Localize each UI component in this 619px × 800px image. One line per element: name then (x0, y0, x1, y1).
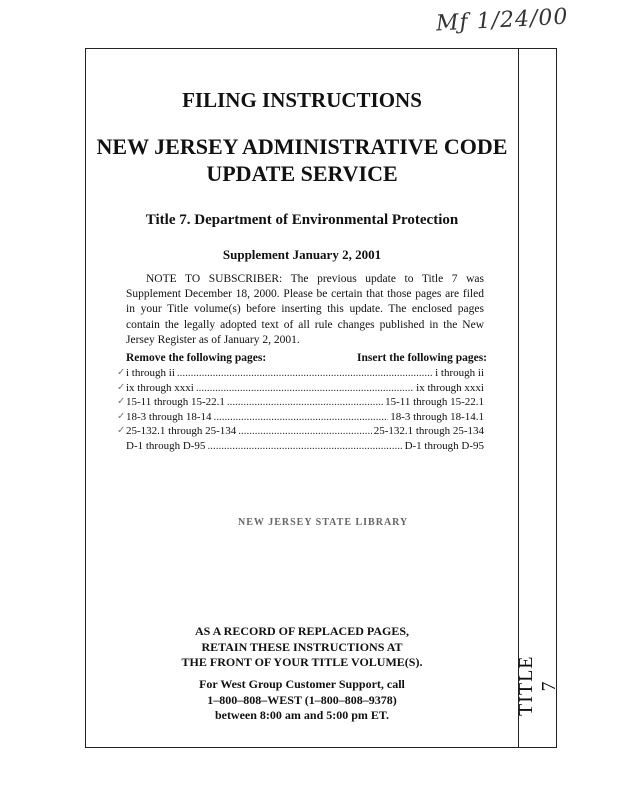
table-row (117, 366, 484, 381)
insert-cell: 18-3 through 18-14.1 (390, 410, 484, 423)
supplement-date: Supplement January 2, 2001 (222, 247, 382, 262)
leader-dots (238, 424, 371, 439)
insert-cell: ix through xxxi (416, 381, 484, 394)
remove-cell: 15-11 through 15-22.1 (126, 396, 225, 408)
check-mark-icon: ✓ (117, 381, 126, 393)
insert-cell: D-1 through D-95 (404, 439, 484, 452)
remove-cell: 25-132.1 through 25-134 (126, 425, 237, 437)
check-mark-icon: ✓ (117, 425, 126, 436)
support-hours: between 8:00 am and 5:00 pm ET. (214, 708, 390, 722)
support-line: For West Group Customer Support, call (199, 677, 405, 691)
record-line: RETAIN THESE INSTRUCTIONS AT (201, 639, 403, 654)
library-stamp: NEW JERSEY STATE LIBRARY (238, 517, 409, 528)
customer-support (86, 677, 518, 724)
remove-cell: D-1 through D-95 (126, 439, 206, 452)
table-row (117, 424, 484, 439)
tab-divider (518, 48, 519, 748)
bottom-rule (85, 747, 557, 748)
subscriber-note (126, 272, 484, 348)
code-title-line2: UPDATE SERVICE (206, 161, 398, 186)
record-line: THE FRONT OF YOUR TITLE VOLUME(S). (181, 655, 423, 669)
support-phone: 1–800–808–WEST (1–800–808–9378) (207, 692, 397, 707)
record-line: AS A RECORD OF REPLACED PAGES, (194, 624, 410, 638)
table-row (117, 410, 484, 425)
record-instructions (86, 624, 518, 671)
leader-dots (196, 381, 414, 396)
subscriber-note-text: NOTE TO SUBSCRIBER: The previous update to Title 7 was Supplement December 18, 2000. Please be certain that those pages are filed in your Title volume(s) before inserting this update. The enclosed pages contain the legally adopted text of all rule changes published in the New Jersey Register as of January 2, 2001. (126, 273, 484, 346)
title-section: Title 7. Department of Environmental Protection (145, 212, 459, 228)
table-row (117, 381, 484, 396)
insert-header: Insert the following pages: (357, 352, 488, 364)
remove-cell: 18-3 through 18-14 (126, 410, 212, 423)
remove-header: Remove the following pages: (126, 352, 267, 364)
leader-dots (214, 410, 389, 425)
tab-label: TITLE 7 (515, 655, 560, 716)
remove-cell: ix through xxxi (126, 381, 194, 394)
insert-cell: i through ii (435, 367, 484, 379)
leader-dots (177, 366, 433, 381)
check-mark-icon: ✓ (117, 410, 126, 422)
page-title: FILING INSTRUCTIONS (182, 88, 422, 112)
table-row (126, 439, 484, 454)
insert-cell: 15-11 through 15-22.1 (385, 396, 484, 408)
leader-dots (207, 439, 402, 454)
table-row (117, 395, 484, 410)
page-table (117, 366, 484, 453)
remove-cell: i through ii (126, 367, 175, 379)
code-title-line1: NEW JERSEY ADMINISTRATIVE CODE (96, 134, 508, 159)
check-mark-icon: ✓ (117, 367, 126, 378)
insert-cell: 25-132.1 through 25-134 (373, 425, 484, 437)
code-title (86, 133, 518, 187)
leader-dots (227, 395, 383, 410)
handwritten-note: Mƒ 1/24/00 (435, 4, 570, 37)
check-mark-icon: ✓ (117, 396, 126, 407)
